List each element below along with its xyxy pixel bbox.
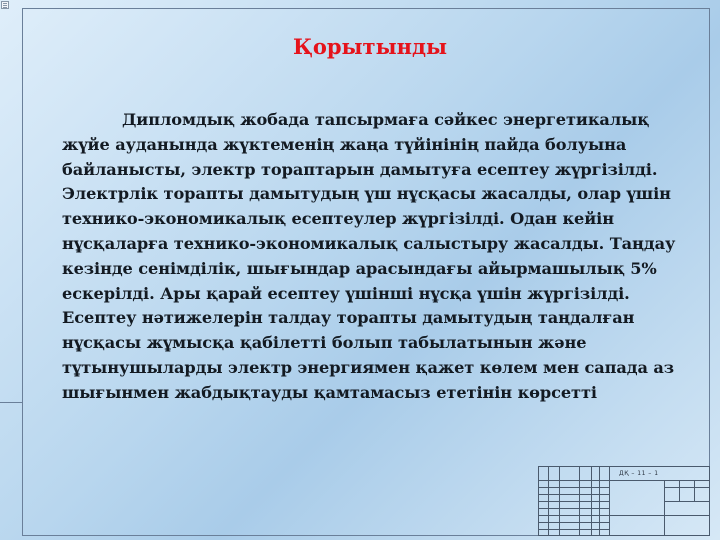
paragraph-line: тұтынушыларды электр энергиямен қажет көлем мен сапада аз xyxy=(62,357,674,377)
paragraph-line: Есептеу нәтижелерін талдау торапты дамытудың таңдалған xyxy=(62,308,635,328)
slide-menu-icon[interactable] xyxy=(1,1,9,9)
document-code: ДҚ – 11 – 1 xyxy=(619,470,659,477)
paragraph-line: ескерілді. Ары қарай есептеу үшінші нұсқа үшін жүргізілді. xyxy=(62,283,630,303)
paragraph-line: Электрлік торапты дамытудың үш нұсқасы жасалды, олар үшін xyxy=(62,184,671,204)
paragraph-line: нұсқасы жұмысқа қабілетті болып табылатынын және xyxy=(62,333,587,353)
paragraph-line: шығынмен жабдықтауды қамтамасыз ететінін көрсетті xyxy=(62,382,597,402)
paragraph-line: байланысты, электр тораптарын дамытуға есептеу жүргізілді. xyxy=(62,159,658,179)
paragraph-line: технико-экономикалық есептеулер жүргізілді. Одан кейін xyxy=(62,209,614,229)
paragraph-line: кезінде сенімділік, шығындар арасындағы айырмашылық 5% xyxy=(62,258,657,278)
slide-title: Қорытынды xyxy=(292,34,448,59)
paragraph-line: нұсқаларға технико-экономикалық салыстыру жасалды. Таңдау xyxy=(62,233,676,253)
conclusion-paragraph xyxy=(62,108,676,406)
paragraph-line: Дипломдық жобада тапсырмаға сәйкес энергетикалық xyxy=(122,110,650,129)
paragraph-line: жүйе ауданында жүктеменің жаңа түйінінің пайда болуына xyxy=(62,134,627,154)
drawing-title-block xyxy=(538,466,710,536)
binding-margin-line xyxy=(0,402,22,403)
